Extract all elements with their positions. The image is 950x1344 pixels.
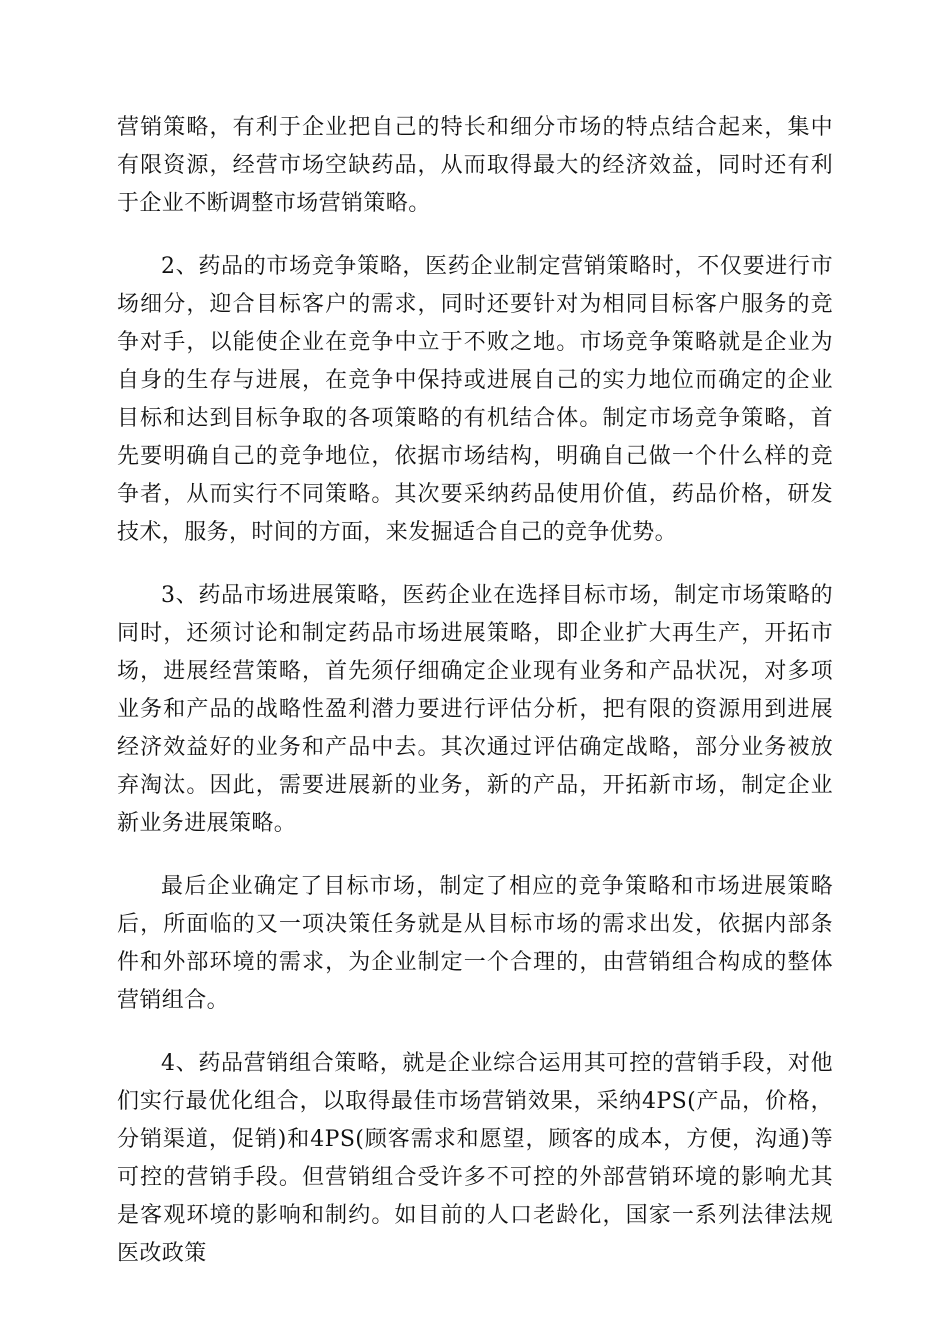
paragraph-competition-strategy: 2、药品的市场竞争策略，医药企业制定营销策略时，不仅要进行市场细分，迎合目标客户的需求，同时还要针对为相同目标客户服务的竞争对手，以能使企业在竞争中立于不败之地。市场竞争策略就是企业为自身的生存与进展，在竞争中保持或进展自己的实力地位而确定的企业目标和达到目标争取的各项策略的有机结合体。制定市场竞争策略，首先要明确自己的竞争地位，依据市场结构，明确自己做一个什么样的竞争者，从而实行不同策略。其次要采纳药品使用价值，药品价格，研发技术，服务，时间的方面，来发掘适合自己的竞争优势。: [117, 254, 833, 545]
paragraph-marketing-mix-strategy: 4、药品营销组合策略，就是企业综合运用其可控的营销手段，对他们实行最优化组合，以取得最佳市场营销效果，采纳4PS(产品，价格，分销渠道，促销)和4PS(顾客需求和愿望，顾客的成本，方便，沟通)等可控的营销手段。但营销组合受许多不可控的外部营销环境的影响尤其是客观环境的影响和制约。如目前的人口老龄化，国家一系列法律法规医改政策: [117, 1051, 833, 1266]
paragraph-marketing-mix-intro: 最后企业确定了目标市场，制定了相应的竞争策略和市场进展策略后，所面临的又一项决策任务就是从目标市场的需求出发，依据内部条件和外部环境的需求，为企业制定一个合理的，由营销组合构成的整体营销组合。: [117, 874, 833, 1013]
paragraph-continuation: 营销策略，有利于企业把自己的特长和细分市场的特点结合起来，集中有限资源，经营市场空缺药品，从而取得最大的经济效益，同时还有利于企业不断调整市场营销策略。: [117, 115, 833, 216]
paragraph-development-strategy: 3、药品市场进展策略，医药企业在选择目标市场，制定市场策略的同时，还须讨论和制定药品市场进展策略，即企业扩大再生产，开拓市场，进展经营策略，首先须仔细确定企业现有业务和产品状况，对多项业务和产品的战略性盈利潜力要进行评估分析，把有限的资源用到进展经济效益好的业务和产品中去。其次通过评估确定战略，部分业务被放弃淘汰。因此，需要进展新的业务，新的产品，开拓新市场，制定企业新业务进展策略。: [117, 583, 833, 836]
document-body: [117, 109, 833, 1298]
